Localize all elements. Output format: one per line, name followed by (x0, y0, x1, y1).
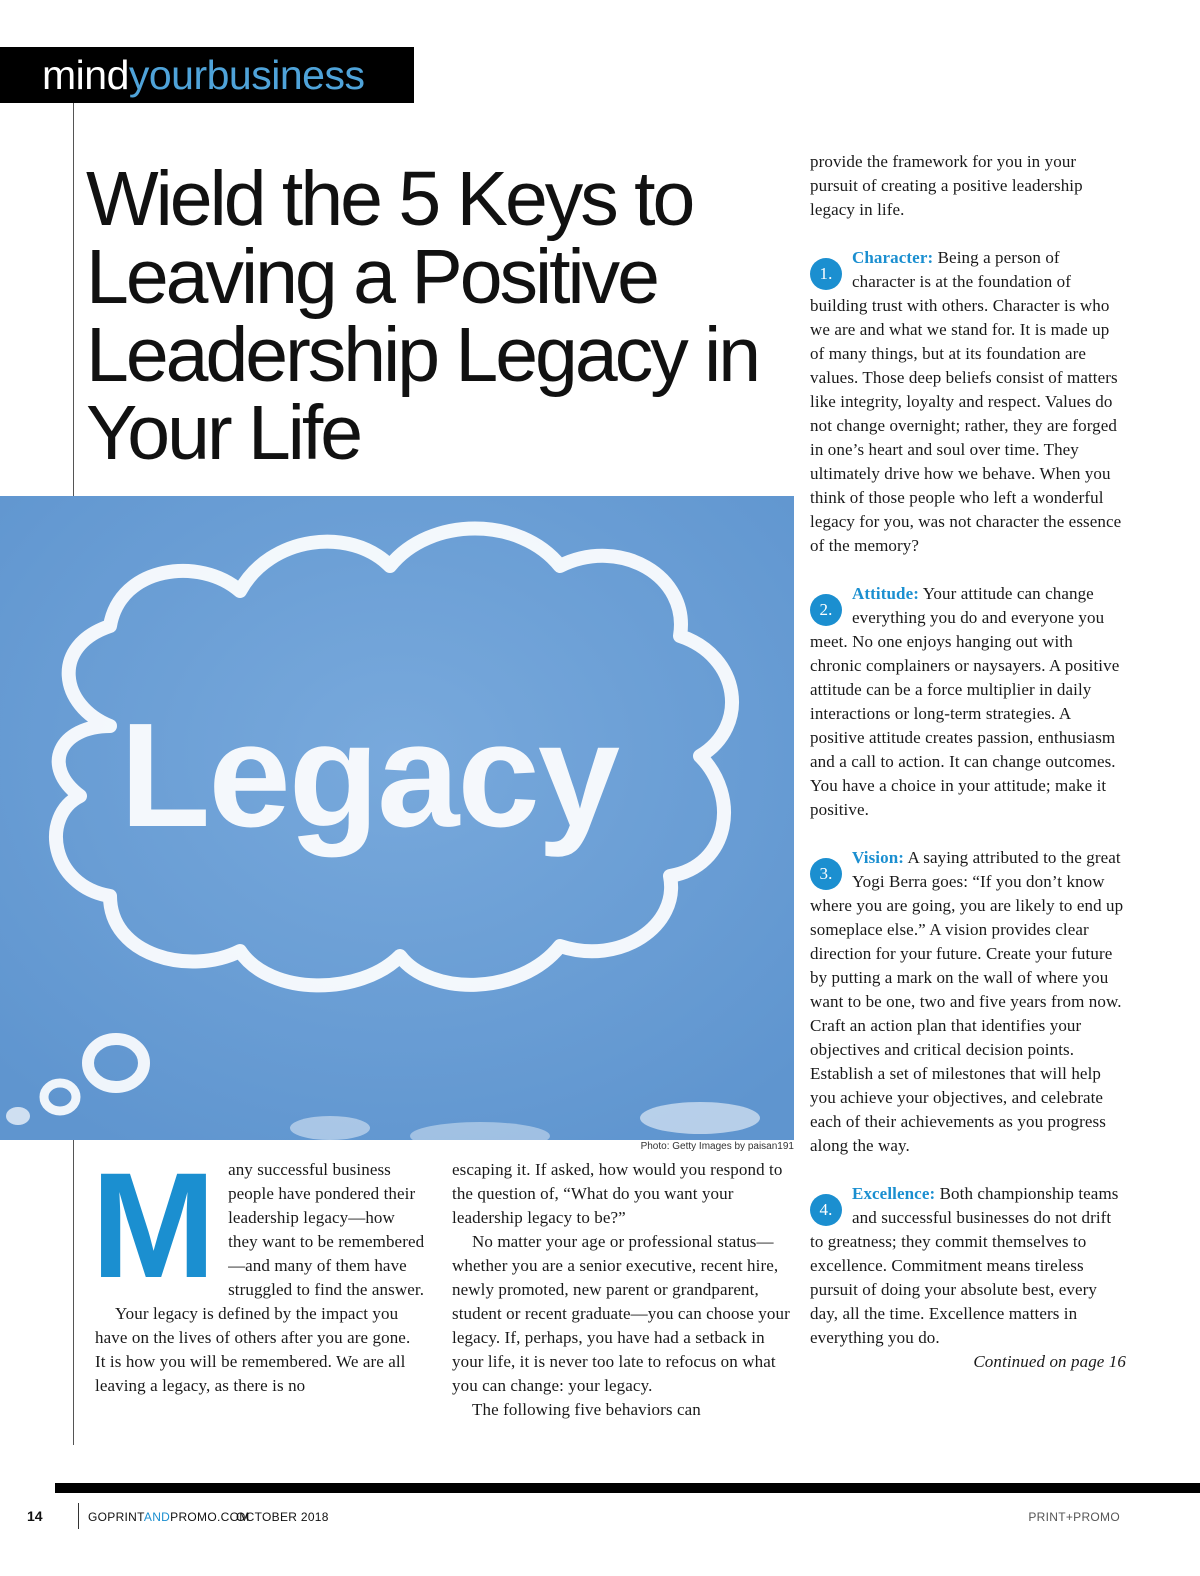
column-2 (452, 1158, 790, 1422)
intro-paragraph-4: No matter your age or professional status—whether you are a senior executive, recent hire, newly promoted, new parent or grandparent, student or recent graduate—you can choose your legacy. If, perhaps, you have had a setback in your life, it is never too late to refocus on what you can change: your legacy. (452, 1232, 790, 1395)
vertical-rule-lower (73, 1140, 74, 1445)
continued-link[interactable]: Continued on page 16 (973, 1352, 1126, 1371)
footer-site[interactable] (88, 1510, 250, 1524)
key-title: Attitude: (852, 584, 919, 603)
footer-magazine: PRINT+PROMO (1028, 1510, 1120, 1524)
key-item-excellence (810, 1182, 1126, 1350)
number-badge: 3. (810, 858, 842, 890)
column-3 (810, 150, 1126, 1374)
key-text: Both championship teams and successful businesses do not drift to greatness; they commit themselves to excellence. Commitment means tireless pursuit of doing your absolute best, every day, all the time. Excellence matters in everything you do. (810, 1184, 1119, 1347)
key-item-vision (810, 846, 1126, 1158)
site-part-and: AND (143, 1510, 171, 1524)
site-part-2: PROMO.COM (170, 1510, 250, 1524)
page-number: 14 (27, 1508, 43, 1524)
photo-credit: Photo: Getty Images by paisan191 (640, 1141, 794, 1152)
key-text: A saying attributed to the great Yogi Berra goes: “If you don’t know where you are going, you are likely to end up someplace else.” A vision provides clear direction for your future. Create your future by putting a mark on the wall of where you want to be one, two and five years from now. Craft an action plan that identifies your objectives and critical decision points. Establish a set of milestones that will help you achieve your objectives, and celebrate each of their achievements as you progress along the way. (810, 848, 1124, 1155)
intro-paragraph-6: provide the framework for you in your pursuit of creating a positive leadership legacy in life. (810, 152, 1083, 219)
vertical-rule (73, 103, 74, 496)
number-badge: 1. (810, 258, 842, 290)
key-title: Character: (852, 248, 934, 267)
intro-paragraph-1: any successful business people have pondered their leadership legacy—how they want to be remembered—and many of them have struggled to find the answer. (228, 1160, 425, 1299)
key-text: Being a person of character is at the foundation of building trust with others. Character is who we are and what we stand for. It is made up of many things, but at its foundation are values. Those deep beliefs consist of matters like integrity, loyalty and respect. Values do not change overnight; rather, they are forged in one’s heart and soul over time. They ultimately drive how we behave. When you think of those people who left a wonderful legacy for you, was not character the essence of the memory? (810, 248, 1122, 555)
footer-divider (78, 1503, 79, 1529)
intro-paragraph-5: The following five behaviors can (472, 1400, 701, 1419)
key-title: Vision: (852, 848, 905, 867)
section-tag (0, 47, 414, 103)
column-1 (91, 1141, 425, 1398)
number-badge: 4. (810, 1194, 842, 1226)
hero-image (0, 496, 794, 1140)
section-word-2: yourbusiness (128, 52, 365, 98)
key-title: Excellence: (852, 1184, 936, 1203)
key-item-attitude (810, 582, 1126, 822)
drop-cap: M (91, 1141, 217, 1309)
hero-legacy-word: Legacy (120, 693, 619, 858)
footer-date: OCTOBER 2018 (236, 1510, 329, 1524)
key-text: Your attitude can change everything you do and everyone you meet. No one enjoys hanging out with chronic complainers or naysayers. A positive attitude can be a force multiplier in daily interactions or long-term strategies. A positive attitude creates passion, enthusiasm and a call to action. It can change outcomes. You have a choice in your attitude; make it positive. (810, 584, 1120, 819)
intro-paragraph-3: escaping it. If asked, how would you respond to the question of, “What do you want your leadership legacy to be?” (452, 1160, 783, 1227)
headline: Wield the 5 Keys to Leaving a Positive Leadership Legacy in Your Life (86, 156, 759, 476)
key-item-character (810, 246, 1126, 558)
section-word-1: mind (42, 52, 129, 98)
intro-paragraph-2: Your legacy is defined by the impact you have on the lives of others after you are gone. It is how you will be remembered. We are all leaving a legacy, as there is no (95, 1304, 411, 1395)
number-badge: 2. (810, 594, 842, 626)
footer-bar (55, 1483, 1200, 1493)
site-part-1: GOPRINT (88, 1510, 144, 1524)
